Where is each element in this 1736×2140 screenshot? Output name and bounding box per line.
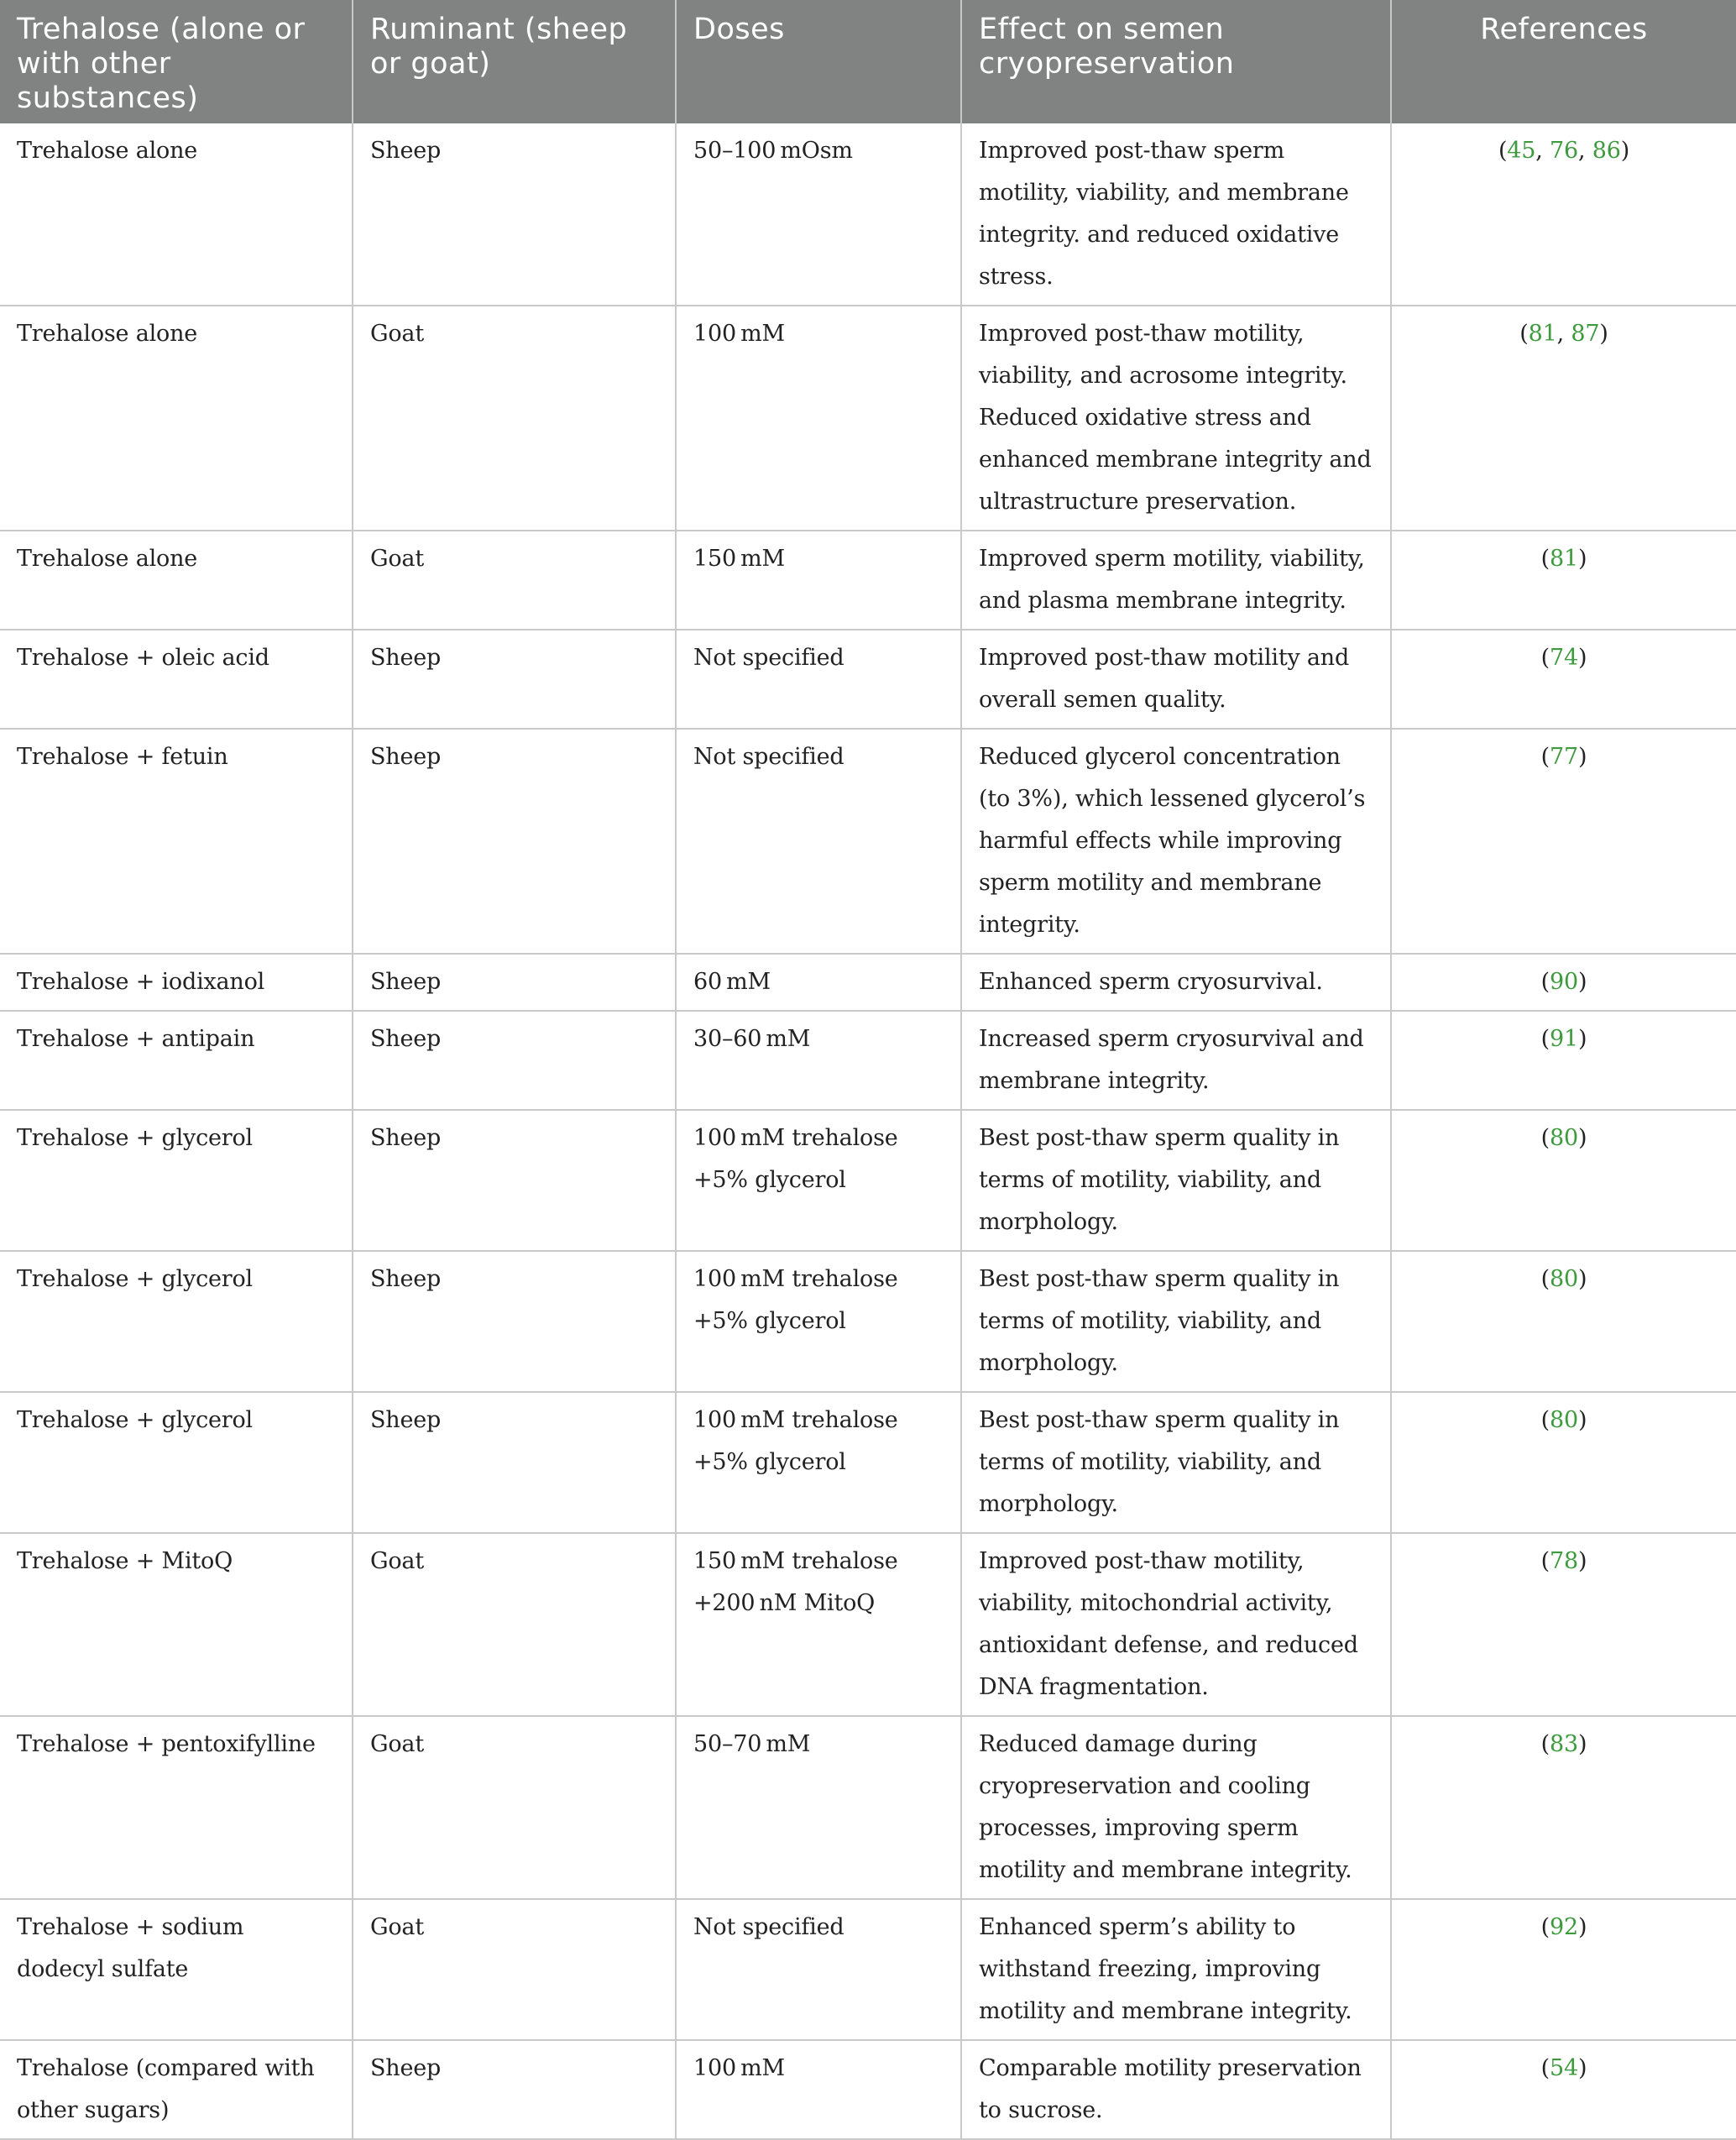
paren-open: ( xyxy=(1540,1914,1550,1940)
header-references: References xyxy=(1391,0,1736,123)
paren-open: ( xyxy=(1540,2055,1550,2081)
table-row xyxy=(0,1899,1736,2040)
reference-link[interactable]: 78 xyxy=(1550,1548,1578,1574)
cell-ruminant: Sheep xyxy=(353,123,676,306)
reference-link[interactable]: 80 xyxy=(1550,1407,1578,1433)
cell-substance: Trehalose + MitoQ xyxy=(0,1533,353,1716)
table-row xyxy=(0,729,1736,954)
cell-effect: Reduced damage during cryopreservation and cooling processes, improving sperm motility and membrane integrity. xyxy=(961,1716,1391,1899)
cell-references xyxy=(1391,1251,1736,1392)
cell-ruminant: Sheep xyxy=(353,954,676,1011)
ref-separator: , xyxy=(1535,138,1550,164)
cell-references xyxy=(1391,123,1736,306)
cell-dose: 30–60 mM xyxy=(676,1011,961,1110)
table-row xyxy=(0,1392,1736,1533)
cell-effect: Reduced glycerol concentration (to 3%), which lessened glycerol’s harmful effects while improving sperm motility and membrane integrity. xyxy=(961,729,1391,954)
cell-effect: Improved post-thaw motility, viability, mitochondrial activity, antioxidant defense, and reduced DNA fragmentation. xyxy=(961,1533,1391,1716)
cell-dose: Not specified xyxy=(676,630,961,729)
header-row xyxy=(0,0,1736,123)
table-row xyxy=(0,531,1736,630)
paren-open: ( xyxy=(1540,969,1550,995)
paren-open: ( xyxy=(1540,1026,1550,1052)
cell-substance: Trehalose alone xyxy=(0,531,353,630)
cell-substance: Trehalose + antipain xyxy=(0,1011,353,1110)
paren-open: ( xyxy=(1540,1731,1550,1757)
reference-link[interactable]: 83 xyxy=(1550,1731,1578,1757)
paren-open: ( xyxy=(1540,1407,1550,1433)
reference-link[interactable]: 87 xyxy=(1571,321,1600,347)
cell-dose: 50–100 mOsm xyxy=(676,123,961,306)
cell-ruminant: Goat xyxy=(353,306,676,531)
ref-separator: , xyxy=(1556,321,1571,347)
paren-close: ) xyxy=(1577,969,1587,995)
cell-dose: 100 mM trehalose +5% glycerol xyxy=(676,1251,961,1392)
cell-effect: Improved post-thaw motility, viability, and acrosome integrity. Reduced oxidative stress and enhanced membrane integrity and ultrastructure preservation. xyxy=(961,306,1391,531)
table-row xyxy=(0,1251,1736,1392)
cell-references xyxy=(1391,630,1736,729)
cell-substance: Trehalose + pentoxifylline xyxy=(0,1716,353,1899)
cell-substance: Trehalose + sodium dodecyl sulfate xyxy=(0,1899,353,2040)
header-doses: Doses xyxy=(676,0,961,123)
cell-effect: Improved post-thaw motility and overall semen quality. xyxy=(961,630,1391,729)
cell-references xyxy=(1391,1011,1736,1110)
header-substance: Trehalose (alone or with other substances) xyxy=(0,0,353,123)
table-row xyxy=(0,954,1736,1011)
cell-references xyxy=(1391,954,1736,1011)
cell-substance: Trehalose + glycerol xyxy=(0,1392,353,1533)
cell-substance: Trehalose alone xyxy=(0,306,353,531)
table-row xyxy=(0,1716,1736,1899)
cell-substance: Trehalose alone xyxy=(0,123,353,306)
cell-dose: 150 mM xyxy=(676,531,961,630)
cell-dose: 50–70 mM xyxy=(676,1716,961,1899)
cell-effect: Best post-thaw sperm quality in terms of motility, viability, and morphology. xyxy=(961,1251,1391,1392)
paren-close: ) xyxy=(1577,1731,1587,1757)
table-row xyxy=(0,306,1736,531)
reference-link[interactable]: 90 xyxy=(1550,969,1578,995)
reference-link[interactable]: 54 xyxy=(1550,2055,1578,2081)
cell-effect: Best post-thaw sperm quality in terms of motility, viability, and morphology. xyxy=(961,1110,1391,1251)
cell-references xyxy=(1391,531,1736,630)
cell-references xyxy=(1391,306,1736,531)
cell-substance: Trehalose + oleic acid xyxy=(0,630,353,729)
reference-link[interactable]: 45 xyxy=(1507,138,1536,164)
cell-dose: 60 mM xyxy=(676,954,961,1011)
paren-close: ) xyxy=(1577,1407,1587,1433)
paren-close: ) xyxy=(1577,744,1587,770)
cell-effect: Enhanced sperm’s ability to withstand freezing, improving motility and membrane integrity. xyxy=(961,1899,1391,2040)
paren-close: ) xyxy=(1599,321,1608,347)
cell-ruminant: Goat xyxy=(353,531,676,630)
cell-references xyxy=(1391,1533,1736,1716)
paren-close: ) xyxy=(1577,1266,1587,1292)
paren-close: ) xyxy=(1577,1125,1587,1151)
cell-substance: Trehalose + fetuin xyxy=(0,729,353,954)
cell-effect: Increased sperm cryosurvival and membrane integrity. xyxy=(961,1011,1391,1110)
reference-link[interactable]: 80 xyxy=(1550,1125,1578,1151)
paren-open: ( xyxy=(1540,1266,1550,1292)
paren-close: ) xyxy=(1577,1914,1587,1940)
reference-link[interactable]: 74 xyxy=(1550,645,1578,671)
cell-ruminant: Sheep xyxy=(353,2040,676,2139)
table-body xyxy=(0,123,1736,2139)
cell-dose: 100 mM trehalose +5% glycerol xyxy=(676,1110,961,1251)
reference-link[interactable]: 91 xyxy=(1550,1026,1578,1052)
cell-references xyxy=(1391,1899,1736,2040)
reference-link[interactable]: 86 xyxy=(1592,138,1621,164)
reference-link[interactable]: 76 xyxy=(1550,138,1578,164)
reference-link[interactable]: 80 xyxy=(1550,1266,1578,1292)
paren-open: ( xyxy=(1540,744,1550,770)
cell-dose: 100 mM xyxy=(676,306,961,531)
paren-close: ) xyxy=(1577,1548,1587,1574)
cell-ruminant: Goat xyxy=(353,1899,676,2040)
table-row xyxy=(0,1011,1736,1110)
cell-dose: 150 mM trehalose +200 nM MitoQ xyxy=(676,1533,961,1716)
paren-close: ) xyxy=(1577,2055,1587,2081)
header-effect: Effect on semen cryopreservation xyxy=(961,0,1391,123)
ref-separator: , xyxy=(1577,138,1592,164)
cell-substance: Trehalose (compared with other sugars) xyxy=(0,2040,353,2139)
cell-substance: Trehalose + glycerol xyxy=(0,1251,353,1392)
cell-ruminant: Sheep xyxy=(353,1392,676,1533)
cell-substance: Trehalose + glycerol xyxy=(0,1110,353,1251)
cell-ruminant: Sheep xyxy=(353,1011,676,1110)
paren-open: ( xyxy=(1540,645,1550,671)
cell-references xyxy=(1391,1110,1736,1251)
cell-ruminant: Sheep xyxy=(353,1110,676,1251)
cell-references xyxy=(1391,729,1736,954)
cell-effect: Comparable motility preservation to sucrose. xyxy=(961,2040,1391,2139)
cell-dose: Not specified xyxy=(676,1899,961,2040)
cell-effect: Improved sperm motility, viability, and plasma membrane integrity. xyxy=(961,531,1391,630)
paren-close: ) xyxy=(1577,546,1587,572)
cell-effect: Improved post-thaw sperm motility, viability, and membrane integrity. and reduced oxidative stress. xyxy=(961,123,1391,306)
cell-ruminant: Goat xyxy=(353,1533,676,1716)
reference-link[interactable]: 77 xyxy=(1550,744,1578,770)
cell-dose: 100 mM trehalose +5% glycerol xyxy=(676,1392,961,1533)
cell-effect: Enhanced sperm cryosurvival. xyxy=(961,954,1391,1011)
paren-open: ( xyxy=(1540,546,1550,572)
cell-references xyxy=(1391,1392,1736,1533)
paren-open: ( xyxy=(1498,138,1508,164)
cell-ruminant: Goat xyxy=(353,1716,676,1899)
cell-references xyxy=(1391,2040,1736,2139)
cell-references xyxy=(1391,1716,1736,1899)
paren-open: ( xyxy=(1540,1548,1550,1574)
paren-close: ) xyxy=(1620,138,1630,164)
paren-open: ( xyxy=(1540,1125,1550,1151)
cell-dose: Not specified xyxy=(676,729,961,954)
cell-substance: Trehalose + iodixanol xyxy=(0,954,353,1011)
table-row xyxy=(0,123,1736,306)
paren-close: ) xyxy=(1577,1026,1587,1052)
cell-ruminant: Sheep xyxy=(353,1251,676,1392)
table-row xyxy=(0,2040,1736,2139)
table-row xyxy=(0,1533,1736,1716)
cell-dose: 100 mM xyxy=(676,2040,961,2139)
table-row xyxy=(0,1110,1736,1251)
reference-link[interactable]: 81 xyxy=(1550,546,1578,572)
cell-ruminant: Sheep xyxy=(353,630,676,729)
reference-link[interactable]: 92 xyxy=(1550,1914,1578,1940)
cell-ruminant: Sheep xyxy=(353,729,676,954)
cell-effect: Best post-thaw sperm quality in terms of motility, viability, and morphology. xyxy=(961,1392,1391,1533)
table-row xyxy=(0,630,1736,729)
header-ruminant: Ruminant (sheep or goat) xyxy=(353,0,676,123)
reference-link[interactable]: 81 xyxy=(1528,321,1557,347)
paren-open: ( xyxy=(1519,321,1529,347)
paren-close: ) xyxy=(1577,645,1587,671)
